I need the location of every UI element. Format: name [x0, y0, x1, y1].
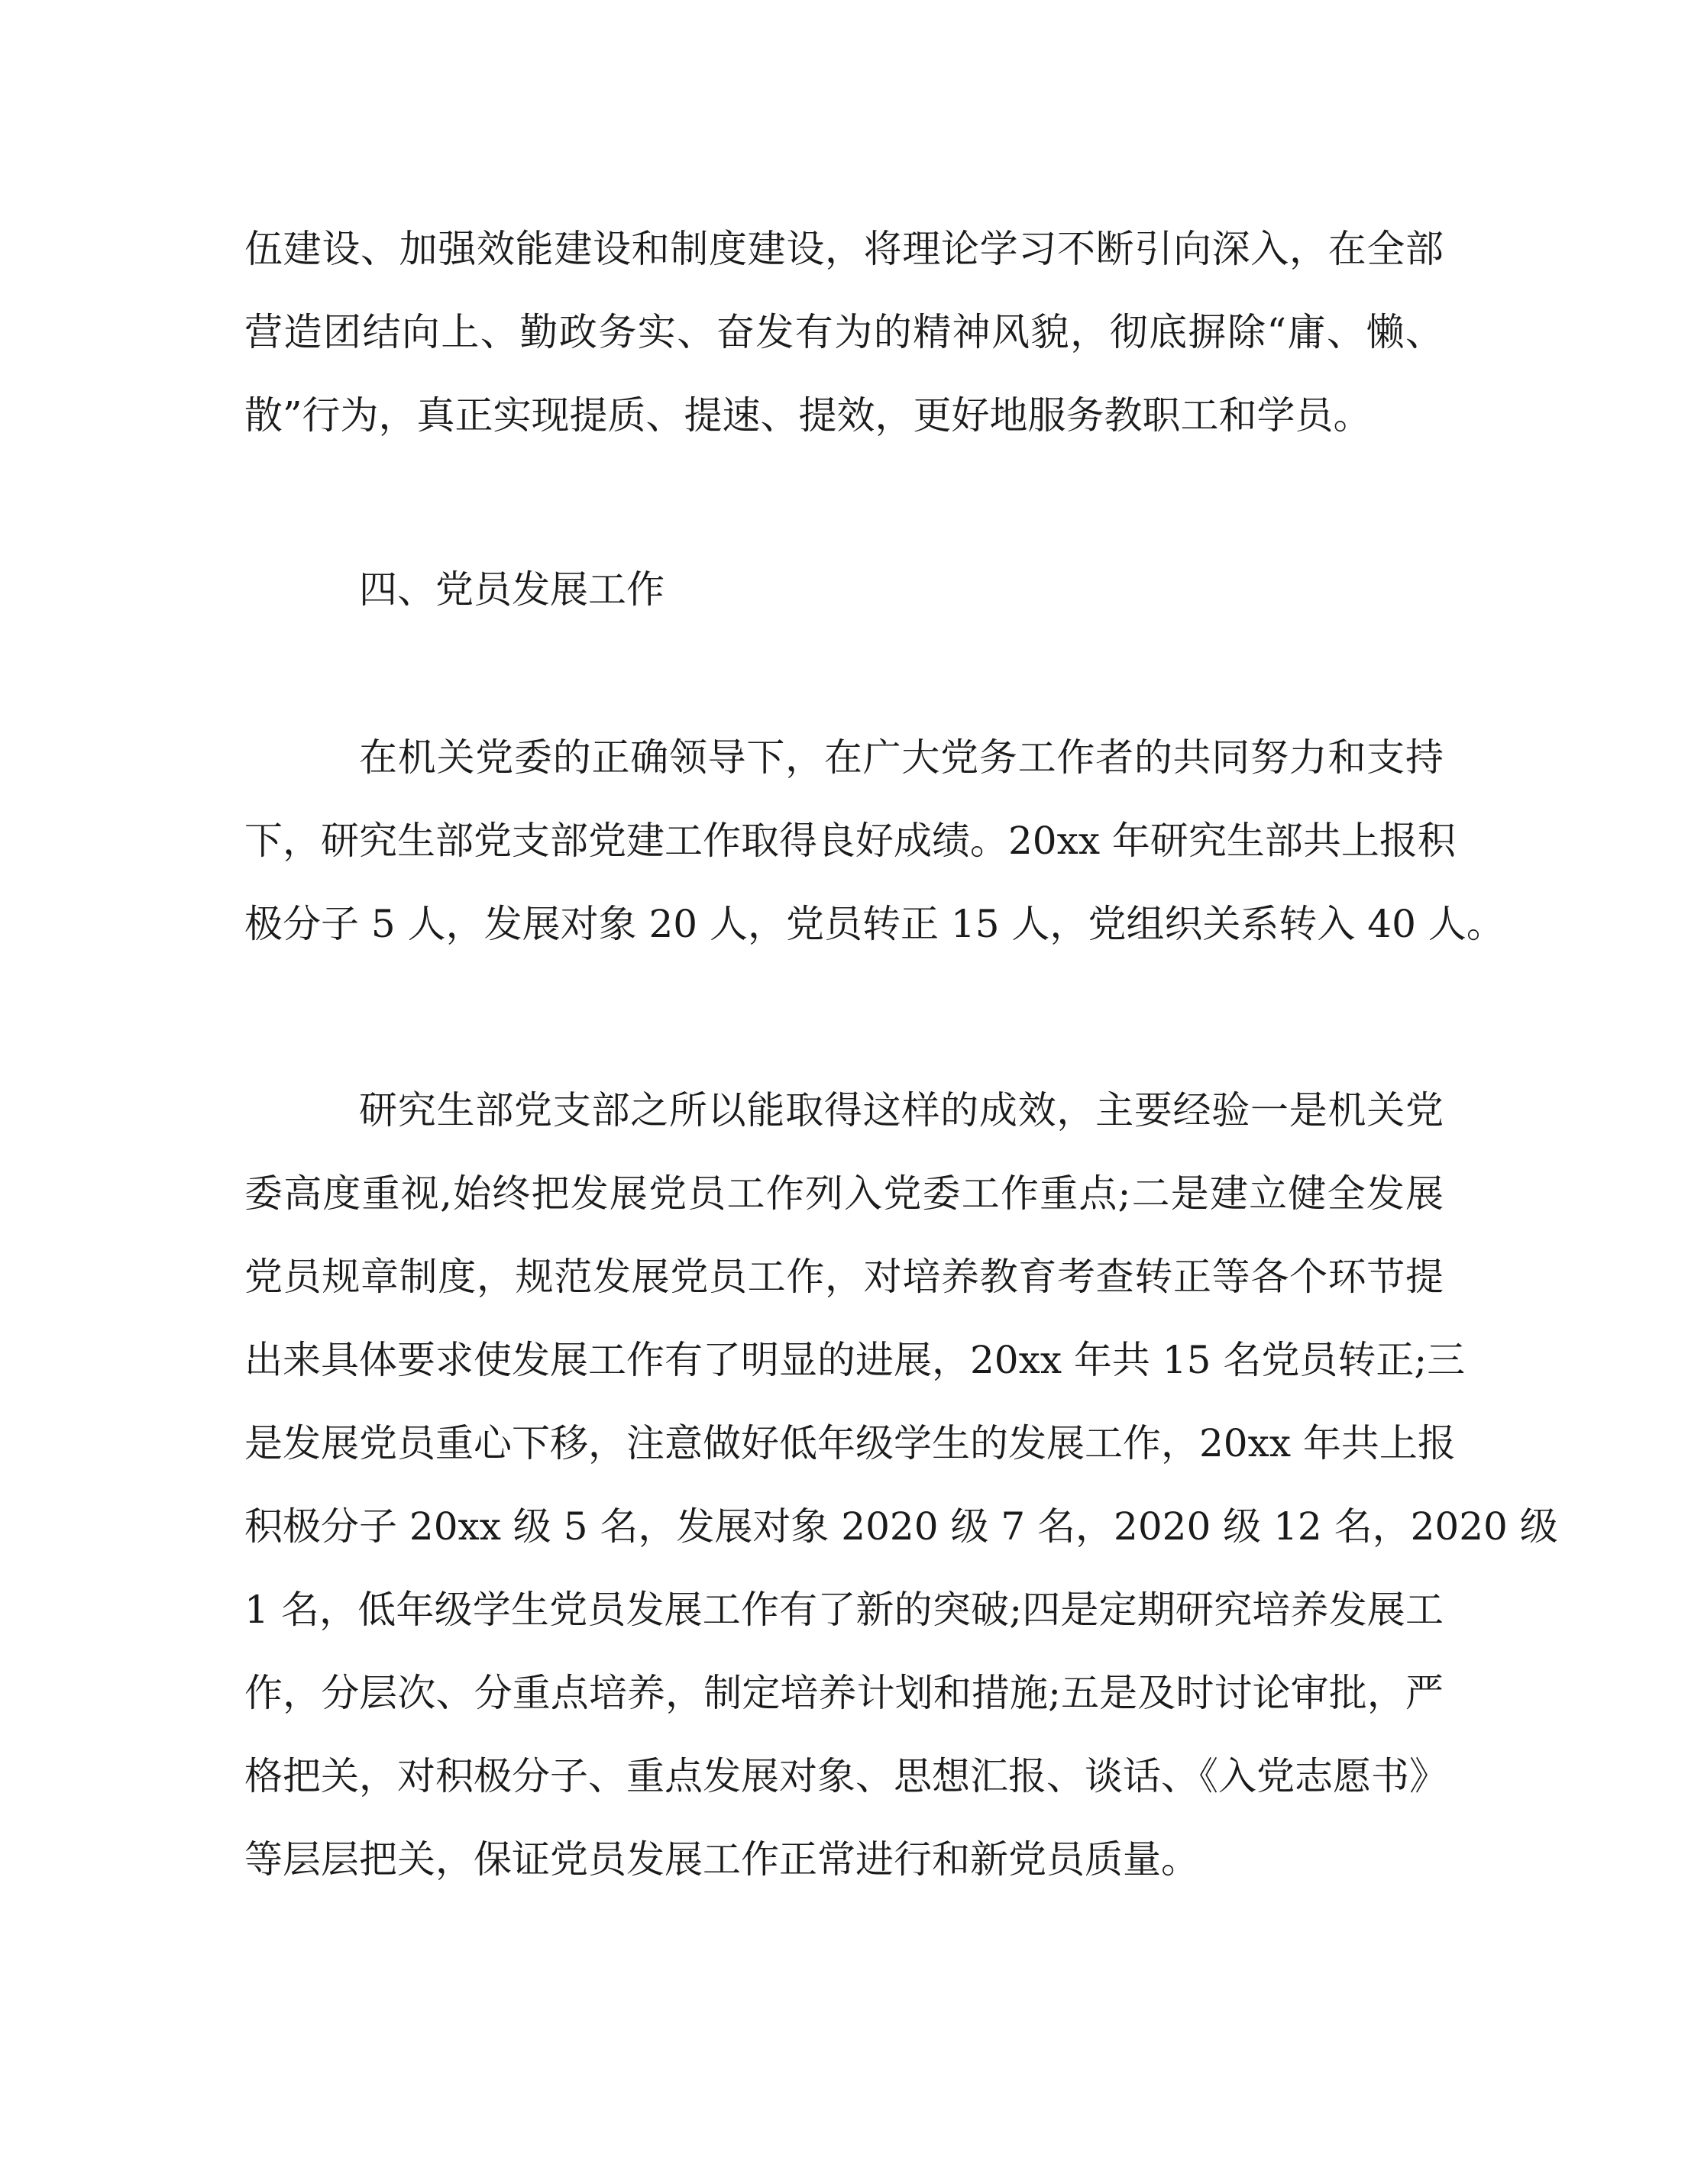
paragraph-1	[244, 208, 1444, 457]
paragraph-3-line-2: 委高度重视,始终把发展党员工作列入党委工作重点;二是建立健全发展	[244, 1171, 1444, 1216]
paragraph-3-line-1: 研究生部党支部之所以能取得这样的成效，主要经验一是机关党	[359, 1088, 1444, 1132]
paragraph-1-line-1: 伍建设、加强效能建设和制度建设，将理论学习不断引向深入，在全部	[244, 227, 1444, 271]
paragraph-3-line-9: 格把关，对积极分子、重点发展对象、思想汇报、谈话、《入党志愿书》	[244, 1754, 1447, 1798]
paragraph-1-line-2: 营造团结向上、勤政务实、奋发有为的精神风貌，彻底摒除“庸、懒、	[244, 310, 1444, 354]
paragraph-3-line-7: 1 名，低年级学生党员发展工作有了新的突破;四是定期研究培养发展工	[244, 1588, 1444, 1632]
paragraph-3	[244, 1069, 1558, 1901]
paragraph-2-line-3: 极分子 5 人，发展对象 20 人，党员转正 15 人，党组织关系转入 40 人。	[244, 902, 1505, 946]
paragraph-2	[244, 716, 1505, 966]
paragraph-3-line-8: 作，分层次、分重点培养，制定培养计划和措施;五是及时讨论审批，严	[244, 1671, 1444, 1715]
paragraph-3-line-4: 出来具体要求使发展工作有了明显的进展，20xx 年共 15 名党员转正;三	[244, 1338, 1466, 1382]
paragraph-3-line-10: 等层层把关，保证党员发展工作正常进行和新党员质量。	[244, 1837, 1199, 1882]
paragraph-1-line-3: 散”行为，真正实现提质、提速、提效，更好地服务教职工和学员。	[244, 393, 1372, 438]
paragraph-2-line-2: 下，研究生部党支部党建工作取得良好成绩。20xx 年研究生部共上报积	[244, 819, 1456, 863]
paragraph-3-line-5: 是发展党员重心下移，注意做好低年级学生的发展工作，20xx 年共上报	[244, 1421, 1456, 1465]
paragraph-2-line-1: 在机关党委的正确领导下，在广大党务工作者的共同努力和支持	[359, 735, 1444, 780]
paragraph-3-line-6: 积极分子 20xx 级 5 名，发展对象 2020 级 7 名，2020 级 12 名，2020 级	[244, 1504, 1558, 1549]
section-heading: 四、党员发展工作	[359, 567, 665, 612]
paragraph-3-line-3: 党员规章制度，规范发展党员工作，对培养教育考查转正等各个环节提	[244, 1255, 1444, 1299]
